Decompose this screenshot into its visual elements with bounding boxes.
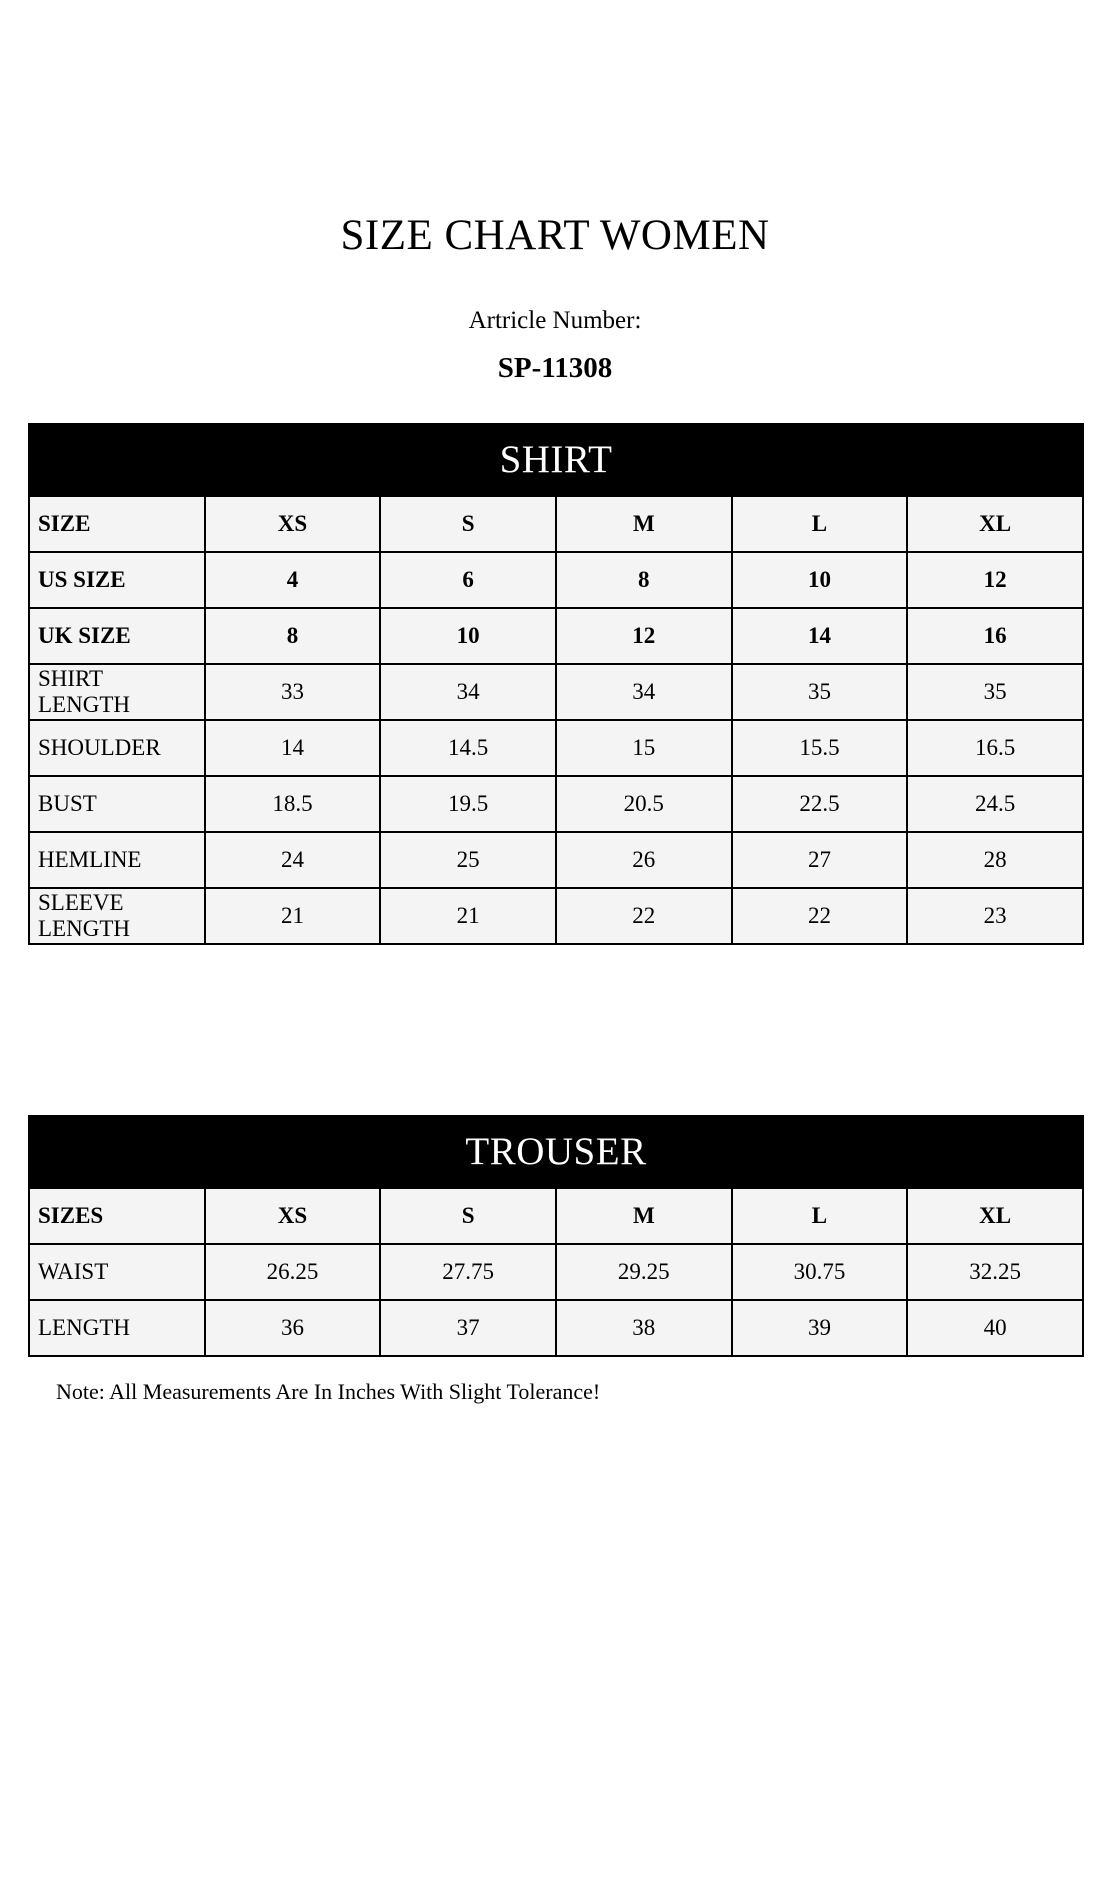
- row-value: XL: [907, 1188, 1083, 1244]
- row-label: SHIRT LENGTH: [29, 664, 205, 720]
- row-label: SLEEVE LENGTH: [29, 888, 205, 944]
- row-value: 22: [732, 888, 908, 944]
- row-value: 12: [907, 552, 1083, 608]
- row-label: WAIST: [29, 1244, 205, 1300]
- row-value: 34: [380, 664, 556, 720]
- row-value: 15.5: [732, 720, 908, 776]
- row-value: 34: [556, 664, 732, 720]
- row-value: 20.5: [556, 776, 732, 832]
- row-label: SIZES: [29, 1188, 205, 1244]
- row-value: 21: [380, 888, 556, 944]
- row-value: 32.25: [907, 1244, 1083, 1300]
- article-number-label: Artricle Number:: [468, 307, 642, 335]
- row-value: 8: [205, 608, 381, 664]
- table-row: [29, 1244, 1083, 1300]
- shirt-section-label: SHIRT: [29, 424, 1083, 496]
- row-value: XL: [907, 496, 1083, 552]
- row-value: 14: [732, 608, 908, 664]
- shirt-size-table: [28, 423, 1084, 945]
- row-value: 37: [380, 1300, 556, 1356]
- trouser-section-header-row: [29, 1116, 1083, 1188]
- row-value: 18.5: [205, 776, 381, 832]
- row-value: 16.5: [907, 720, 1083, 776]
- row-value: 26: [556, 832, 732, 888]
- table-row: [29, 720, 1083, 776]
- row-value: S: [380, 496, 556, 552]
- row-value: M: [556, 496, 732, 552]
- trouser-size-table: [28, 1115, 1084, 1357]
- row-value: 26.25: [205, 1244, 381, 1300]
- shirt-table-wrapper: [28, 423, 1082, 945]
- row-value: 29.25: [556, 1244, 732, 1300]
- row-value: XS: [205, 496, 381, 552]
- row-label: UK SIZE: [29, 608, 205, 664]
- table-row: [29, 552, 1083, 608]
- row-value: 39: [732, 1300, 908, 1356]
- table-row: [29, 1300, 1083, 1356]
- row-value: S: [380, 1188, 556, 1244]
- table-row: [29, 888, 1083, 944]
- row-value: 4: [205, 552, 381, 608]
- row-value: 10: [732, 552, 908, 608]
- row-value: M: [556, 1188, 732, 1244]
- shirt-section-header-row: [29, 424, 1083, 496]
- trouser-section-label: TROUSER: [29, 1116, 1083, 1188]
- row-value: XS: [205, 1188, 381, 1244]
- row-value: 14: [205, 720, 381, 776]
- row-value: 30.75: [732, 1244, 908, 1300]
- row-value: L: [732, 496, 908, 552]
- row-value: 27.75: [380, 1244, 556, 1300]
- table-row: [29, 832, 1083, 888]
- row-value: 15: [556, 720, 732, 776]
- row-value: 22.5: [732, 776, 908, 832]
- page-title: SIZE CHART WOMEN: [340, 212, 770, 259]
- row-value: L: [732, 1188, 908, 1244]
- row-label: SHOULDER: [29, 720, 205, 776]
- row-value: 21: [205, 888, 381, 944]
- row-value: 33: [205, 664, 381, 720]
- row-value: 23: [907, 888, 1083, 944]
- row-value: 35: [907, 664, 1083, 720]
- row-value: 38: [556, 1300, 732, 1356]
- row-value: 8: [556, 552, 732, 608]
- row-label: SIZE: [29, 496, 205, 552]
- trouser-table-body: [29, 1116, 1083, 1356]
- table-row: [29, 664, 1083, 720]
- row-value: 24: [205, 832, 381, 888]
- article-number-value: SP-11308: [497, 351, 613, 384]
- row-value: 28: [907, 832, 1083, 888]
- row-value: 14.5: [380, 720, 556, 776]
- row-value: 16: [907, 608, 1083, 664]
- table-row: [29, 776, 1083, 832]
- row-value: 35: [732, 664, 908, 720]
- row-value: 36: [205, 1300, 381, 1356]
- row-value: 22: [556, 888, 732, 944]
- table-row: [29, 496, 1083, 552]
- size-chart-page: [0, 212, 1110, 1877]
- row-label: LENGTH: [29, 1300, 205, 1356]
- row-value: 12: [556, 608, 732, 664]
- row-value: 40: [907, 1300, 1083, 1356]
- trouser-table-wrapper: [28, 1115, 1082, 1357]
- measurement-note: Note: All Measurements Are In Inches With Slight Tolerance!: [56, 1378, 601, 1404]
- table-row: [29, 608, 1083, 664]
- row-label: US SIZE: [29, 552, 205, 608]
- row-value: 10: [380, 608, 556, 664]
- row-label: HEMLINE: [29, 832, 205, 888]
- row-value: 6: [380, 552, 556, 608]
- row-label: BUST: [29, 776, 205, 832]
- row-value: 19.5: [380, 776, 556, 832]
- table-row: [29, 1188, 1083, 1244]
- row-value: 27: [732, 832, 908, 888]
- shirt-table-body: [29, 424, 1083, 944]
- row-value: 25: [380, 832, 556, 888]
- row-value: 24.5: [907, 776, 1083, 832]
